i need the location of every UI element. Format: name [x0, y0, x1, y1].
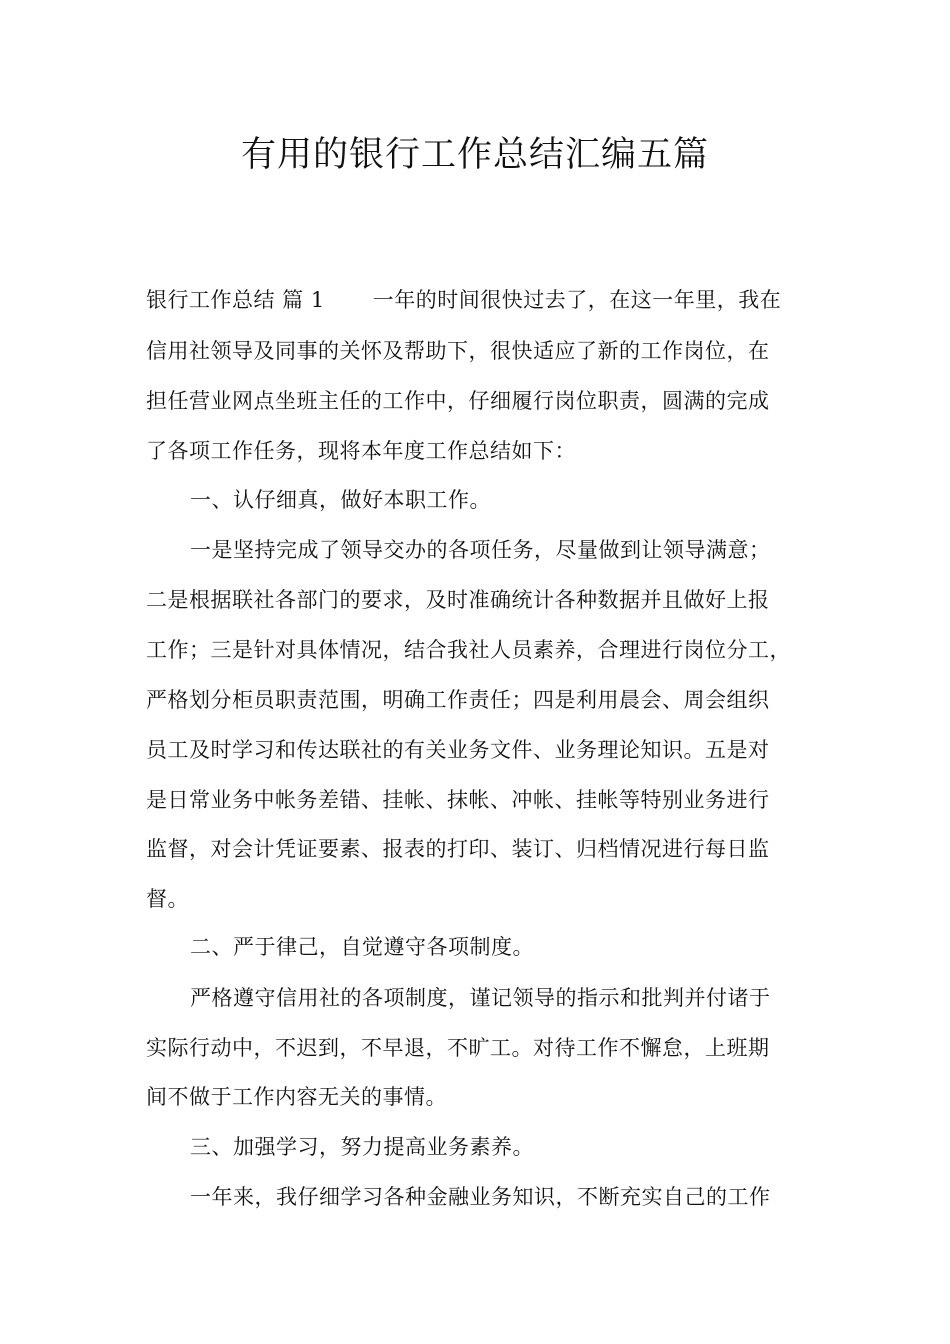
paragraph-line: 二是根据联社各部门的要求，及时准确统计各种数据并且做好上报: [146, 588, 770, 612]
paragraph-line: 工作；三是针对具体情况，结合我社人员素养，合理进行岗位分工，: [146, 638, 791, 662]
paragraph-line: 担任营业网点坐班主任的工作中，仔细履行岗位职责，圆满的完成: [146, 389, 770, 413]
intro-line: [146, 285, 781, 315]
section-heading: 三、加强学习，努力提高业务素养。: [190, 1135, 534, 1159]
paragraph-line: 监督，对会计凭证要素、报表的打印、装订、归档情况进行每日监: [146, 837, 770, 861]
paragraph-line: 一是坚持完成了领导交办的各项任务，尽量做到让领导满意；: [190, 538, 771, 562]
paragraph-line: 一年的时间很快过去了，在这一年里，我在: [372, 288, 782, 312]
paragraph-line: 了各项工作任务，现将本年度工作总结如下：: [146, 439, 576, 463]
paragraph-line: 严格遵守信用社的各项制度，谨记领导的指示和批判并付诸于: [190, 986, 771, 1010]
paragraph-line: 实际行动中，不迟到，不早退，不旷工。对待工作不懈怠，上班期: [146, 1036, 770, 1060]
paragraph-line: 督。: [146, 887, 189, 911]
document-title: 有用的银行工作总结汇编五篇: [240, 135, 709, 175]
paragraph-line: 是日常业务中帐务差错、挂帐、抹帐、冲帐、挂帐等特别业务进行: [146, 788, 770, 812]
section-heading: 二、严于律己，自觉遵守各项制度。: [190, 935, 534, 959]
paragraph-line: 严格划分柜员职责范围，明确工作责任；四是利用晨会、周会组织: [146, 688, 770, 712]
paragraph-line: 员工及时学习和传达联社的有关业务文件、业务理论知识。五是对: [146, 738, 770, 762]
paragraph-line: 信用社领导及同事的关怀及帮助下，很快适应了新的工作岗位，在: [146, 339, 770, 363]
paragraph-line: 一年来，我仔细学习各种金融业务知识，不断充实自己的工作: [190, 1185, 771, 1209]
paragraph-line: 间不做于工作内容无关的事情。: [146, 1085, 447, 1109]
section-heading: 一、认仔细真，做好本职工作。: [190, 488, 491, 512]
section-label: 银行工作总结 篇 1: [146, 288, 325, 312]
